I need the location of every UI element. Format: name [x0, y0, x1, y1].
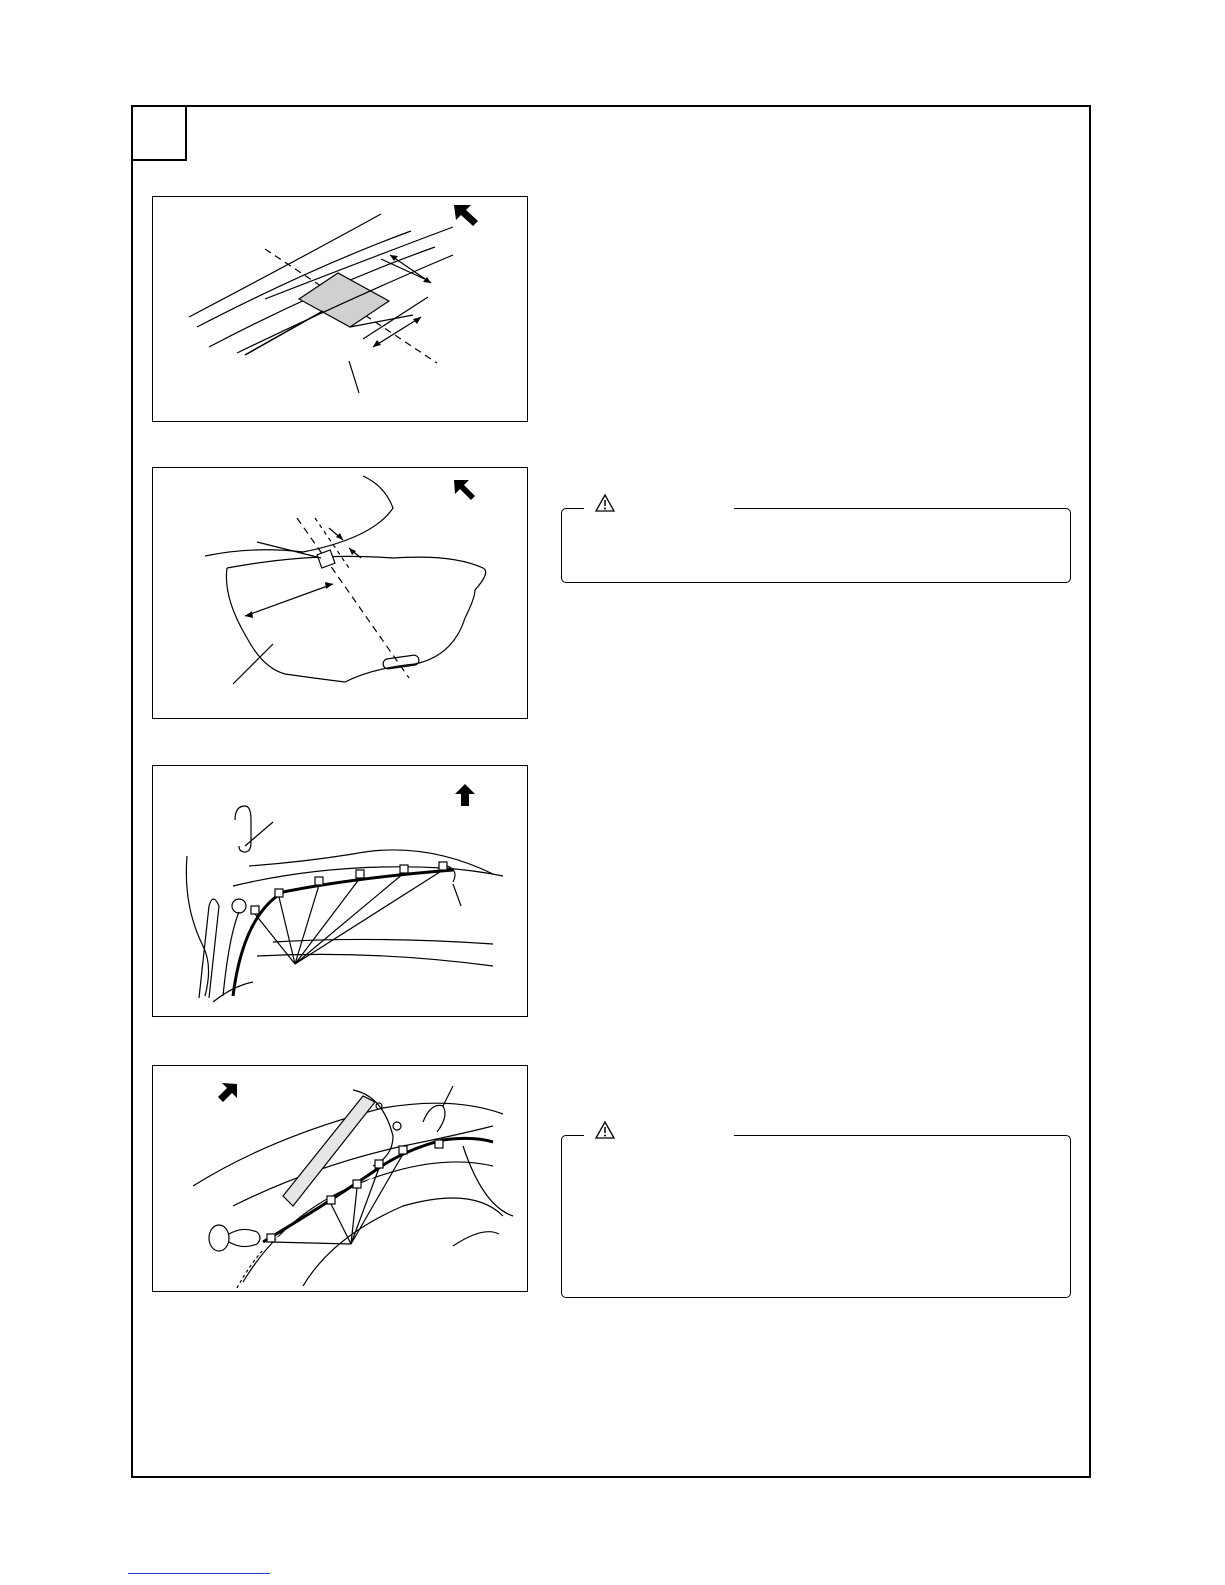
caution-box-1: [561, 508, 1071, 583]
caution-header: [584, 1124, 734, 1144]
warning-triangle-icon: [594, 493, 616, 513]
figure-3-harness-routing: [152, 765, 528, 1017]
step-number-box: [131, 105, 187, 161]
figure-2-trunk-lid-mounting: [152, 467, 528, 719]
direction-arrow-icon: [454, 205, 478, 226]
direction-arrow-icon: [218, 1083, 237, 1102]
figure-4-harness-clamps: [152, 1065, 528, 1292]
direction-arrow-icon: [454, 480, 475, 500]
footer-link-underline[interactable]: [128, 1573, 270, 1574]
figure-1-application-area: [152, 196, 528, 422]
caution-box-2: [561, 1135, 1071, 1298]
caution-header: [584, 497, 734, 517]
direction-arrow-icon: [455, 784, 475, 806]
warning-triangle-icon: [594, 1120, 616, 1140]
